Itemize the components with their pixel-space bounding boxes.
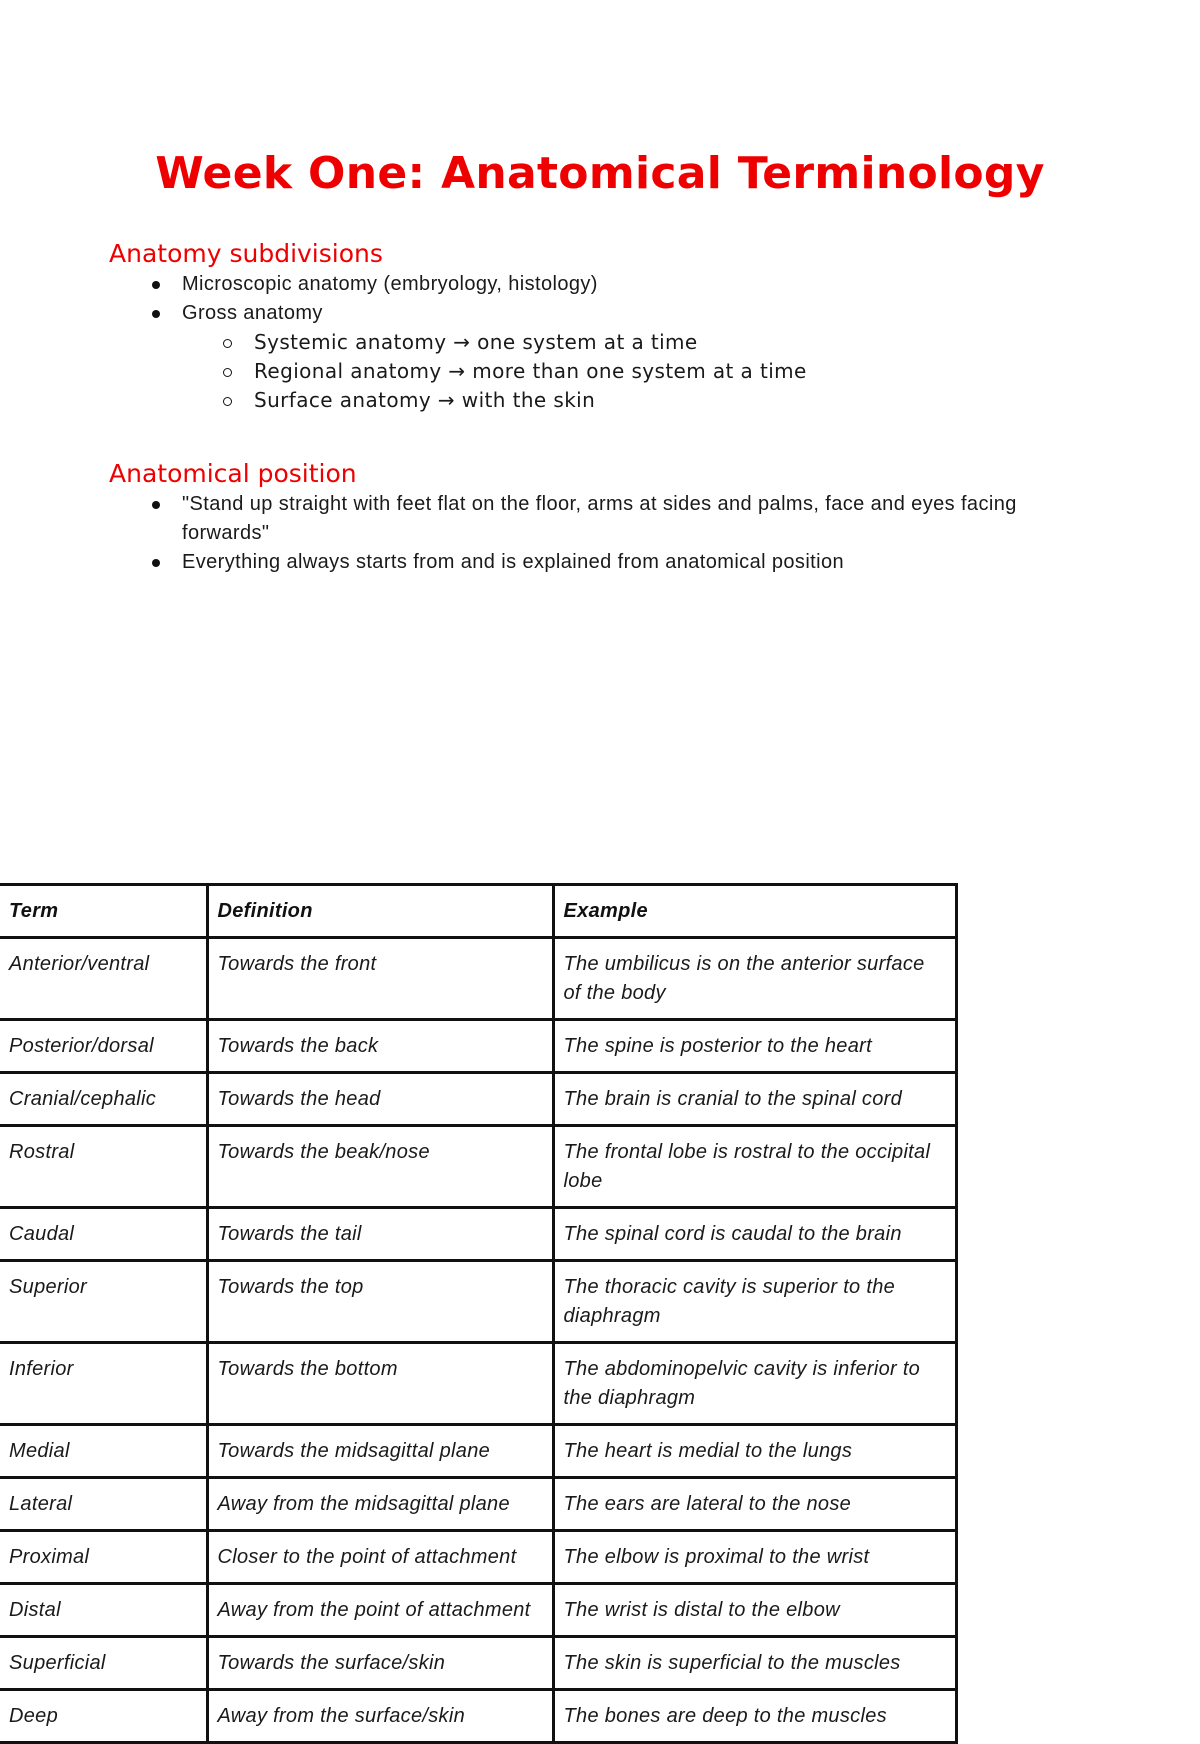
example-cell: The umbilicus is on the anterior surface of the body xyxy=(553,938,956,1020)
example-cell: The spinal cord is caudal to the brain xyxy=(553,1208,956,1261)
example-cell: The wrist is distal to the elbow xyxy=(553,1584,956,1637)
bullet-icon xyxy=(152,501,160,509)
section-anatomical-position xyxy=(109,458,1109,577)
table-row xyxy=(0,1690,956,1743)
definition-cell: Towards the head xyxy=(207,1073,553,1126)
definition-cell: Towards the front xyxy=(207,938,553,1020)
example-cell: The bones are deep to the muscles xyxy=(553,1690,956,1743)
definition-cell: Away from the surface/skin xyxy=(207,1690,553,1743)
example-cell: The heart is medial to the lungs xyxy=(553,1425,956,1478)
table-row xyxy=(0,1531,956,1584)
example-cell: The skin is superficial to the muscles xyxy=(553,1637,956,1690)
definition-cell: Towards the surface/skin xyxy=(207,1637,553,1690)
example-cell: The elbow is proximal to the wrist xyxy=(553,1531,956,1584)
term-cell: Lateral xyxy=(0,1478,207,1531)
table-row xyxy=(0,1208,956,1261)
list-item xyxy=(109,299,1109,415)
term-cell: Rostral xyxy=(0,1126,207,1208)
sub-list-item-text: Systemic anatomy → one system at a time xyxy=(254,330,698,354)
definition-cell: Towards the back xyxy=(207,1020,553,1073)
table-row xyxy=(0,1073,956,1126)
column-header-term: Term xyxy=(0,885,207,938)
bullet-icon xyxy=(152,281,160,289)
list-item-text: "Stand up straight with feet flat on the floor, arms at sides and palms, face and eyes facing forwards" xyxy=(182,493,1017,544)
table-row xyxy=(0,1020,956,1073)
list-item-text: Microscopic anatomy (embryology, histology) xyxy=(182,273,598,295)
bullet-icon xyxy=(152,310,160,318)
definition-cell: Towards the beak/nose xyxy=(207,1126,553,1208)
page-title: Week One: Anatomical Terminology xyxy=(155,148,1045,199)
list-item-text: Everything always starts from and is explained from anatomical position xyxy=(182,551,845,573)
table-row xyxy=(0,1343,956,1425)
table-row xyxy=(0,1126,956,1208)
sub-list-item xyxy=(109,328,1109,357)
definition-cell: Away from the midsagittal plane xyxy=(207,1478,553,1531)
table-row xyxy=(0,1478,956,1531)
sub-list-item xyxy=(109,386,1109,415)
terminology-table-container xyxy=(0,883,958,1744)
table-row xyxy=(0,1584,956,1637)
section-heading: Anatomy subdivisions xyxy=(109,239,383,268)
bullet-icon xyxy=(152,559,160,567)
definition-cell: Away from the point of attachment xyxy=(207,1584,553,1637)
section-heading: Anatomical position xyxy=(109,459,357,488)
definition-cell: Towards the tail xyxy=(207,1208,553,1261)
example-cell: The spine is posterior to the heart xyxy=(553,1020,956,1073)
hollow-bullet-icon xyxy=(223,339,232,348)
term-cell: Distal xyxy=(0,1584,207,1637)
column-header-example: Example xyxy=(553,885,956,938)
term-cell: Deep xyxy=(0,1690,207,1743)
term-cell: Cranial/cephalic xyxy=(0,1073,207,1126)
table-header-row xyxy=(0,885,956,938)
list-item xyxy=(109,490,1109,548)
sub-list-item-text: Surface anatomy → with the skin xyxy=(254,388,596,412)
table-row xyxy=(0,1261,956,1343)
bullet-list xyxy=(109,270,1109,415)
term-cell: Proximal xyxy=(0,1531,207,1584)
term-cell: Caudal xyxy=(0,1208,207,1261)
list-item xyxy=(109,548,1109,577)
hollow-bullet-icon xyxy=(223,397,232,406)
list-item xyxy=(109,270,1109,299)
definition-cell: Towards the midsagittal plane xyxy=(207,1425,553,1478)
example-cell: The ears are lateral to the nose xyxy=(553,1478,956,1531)
definition-cell: Towards the bottom xyxy=(207,1343,553,1425)
section-anatomy-subdivisions xyxy=(109,238,1109,415)
sub-list-item-text: Regional anatomy → more than one system at a time xyxy=(254,359,807,383)
table-row xyxy=(0,1637,956,1690)
example-cell: The brain is cranial to the spinal cord xyxy=(553,1073,956,1126)
terminology-table xyxy=(0,883,958,1744)
table-row xyxy=(0,938,956,1020)
term-cell: Anterior/ventral xyxy=(0,938,207,1020)
term-cell: Superior xyxy=(0,1261,207,1343)
example-cell: The thoracic cavity is superior to the diaphragm xyxy=(553,1261,956,1343)
sub-list-item xyxy=(109,357,1109,386)
list-item-text: Gross anatomy xyxy=(182,302,323,324)
definition-cell: Towards the top xyxy=(207,1261,553,1343)
hollow-bullet-icon xyxy=(223,368,232,377)
bullet-list xyxy=(109,490,1109,577)
term-cell: Posterior/dorsal xyxy=(0,1020,207,1073)
column-header-definition: Definition xyxy=(207,885,553,938)
term-cell: Medial xyxy=(0,1425,207,1478)
example-cell: The abdominopelvic cavity is inferior to the diaphragm xyxy=(553,1343,956,1425)
sub-bullet-list xyxy=(182,328,1109,415)
term-cell: Superficial xyxy=(0,1637,207,1690)
example-cell: The frontal lobe is rostral to the occipital lobe xyxy=(553,1126,956,1208)
table-row xyxy=(0,1425,956,1478)
definition-cell: Closer to the point of attachment xyxy=(207,1531,553,1584)
term-cell: Inferior xyxy=(0,1343,207,1425)
